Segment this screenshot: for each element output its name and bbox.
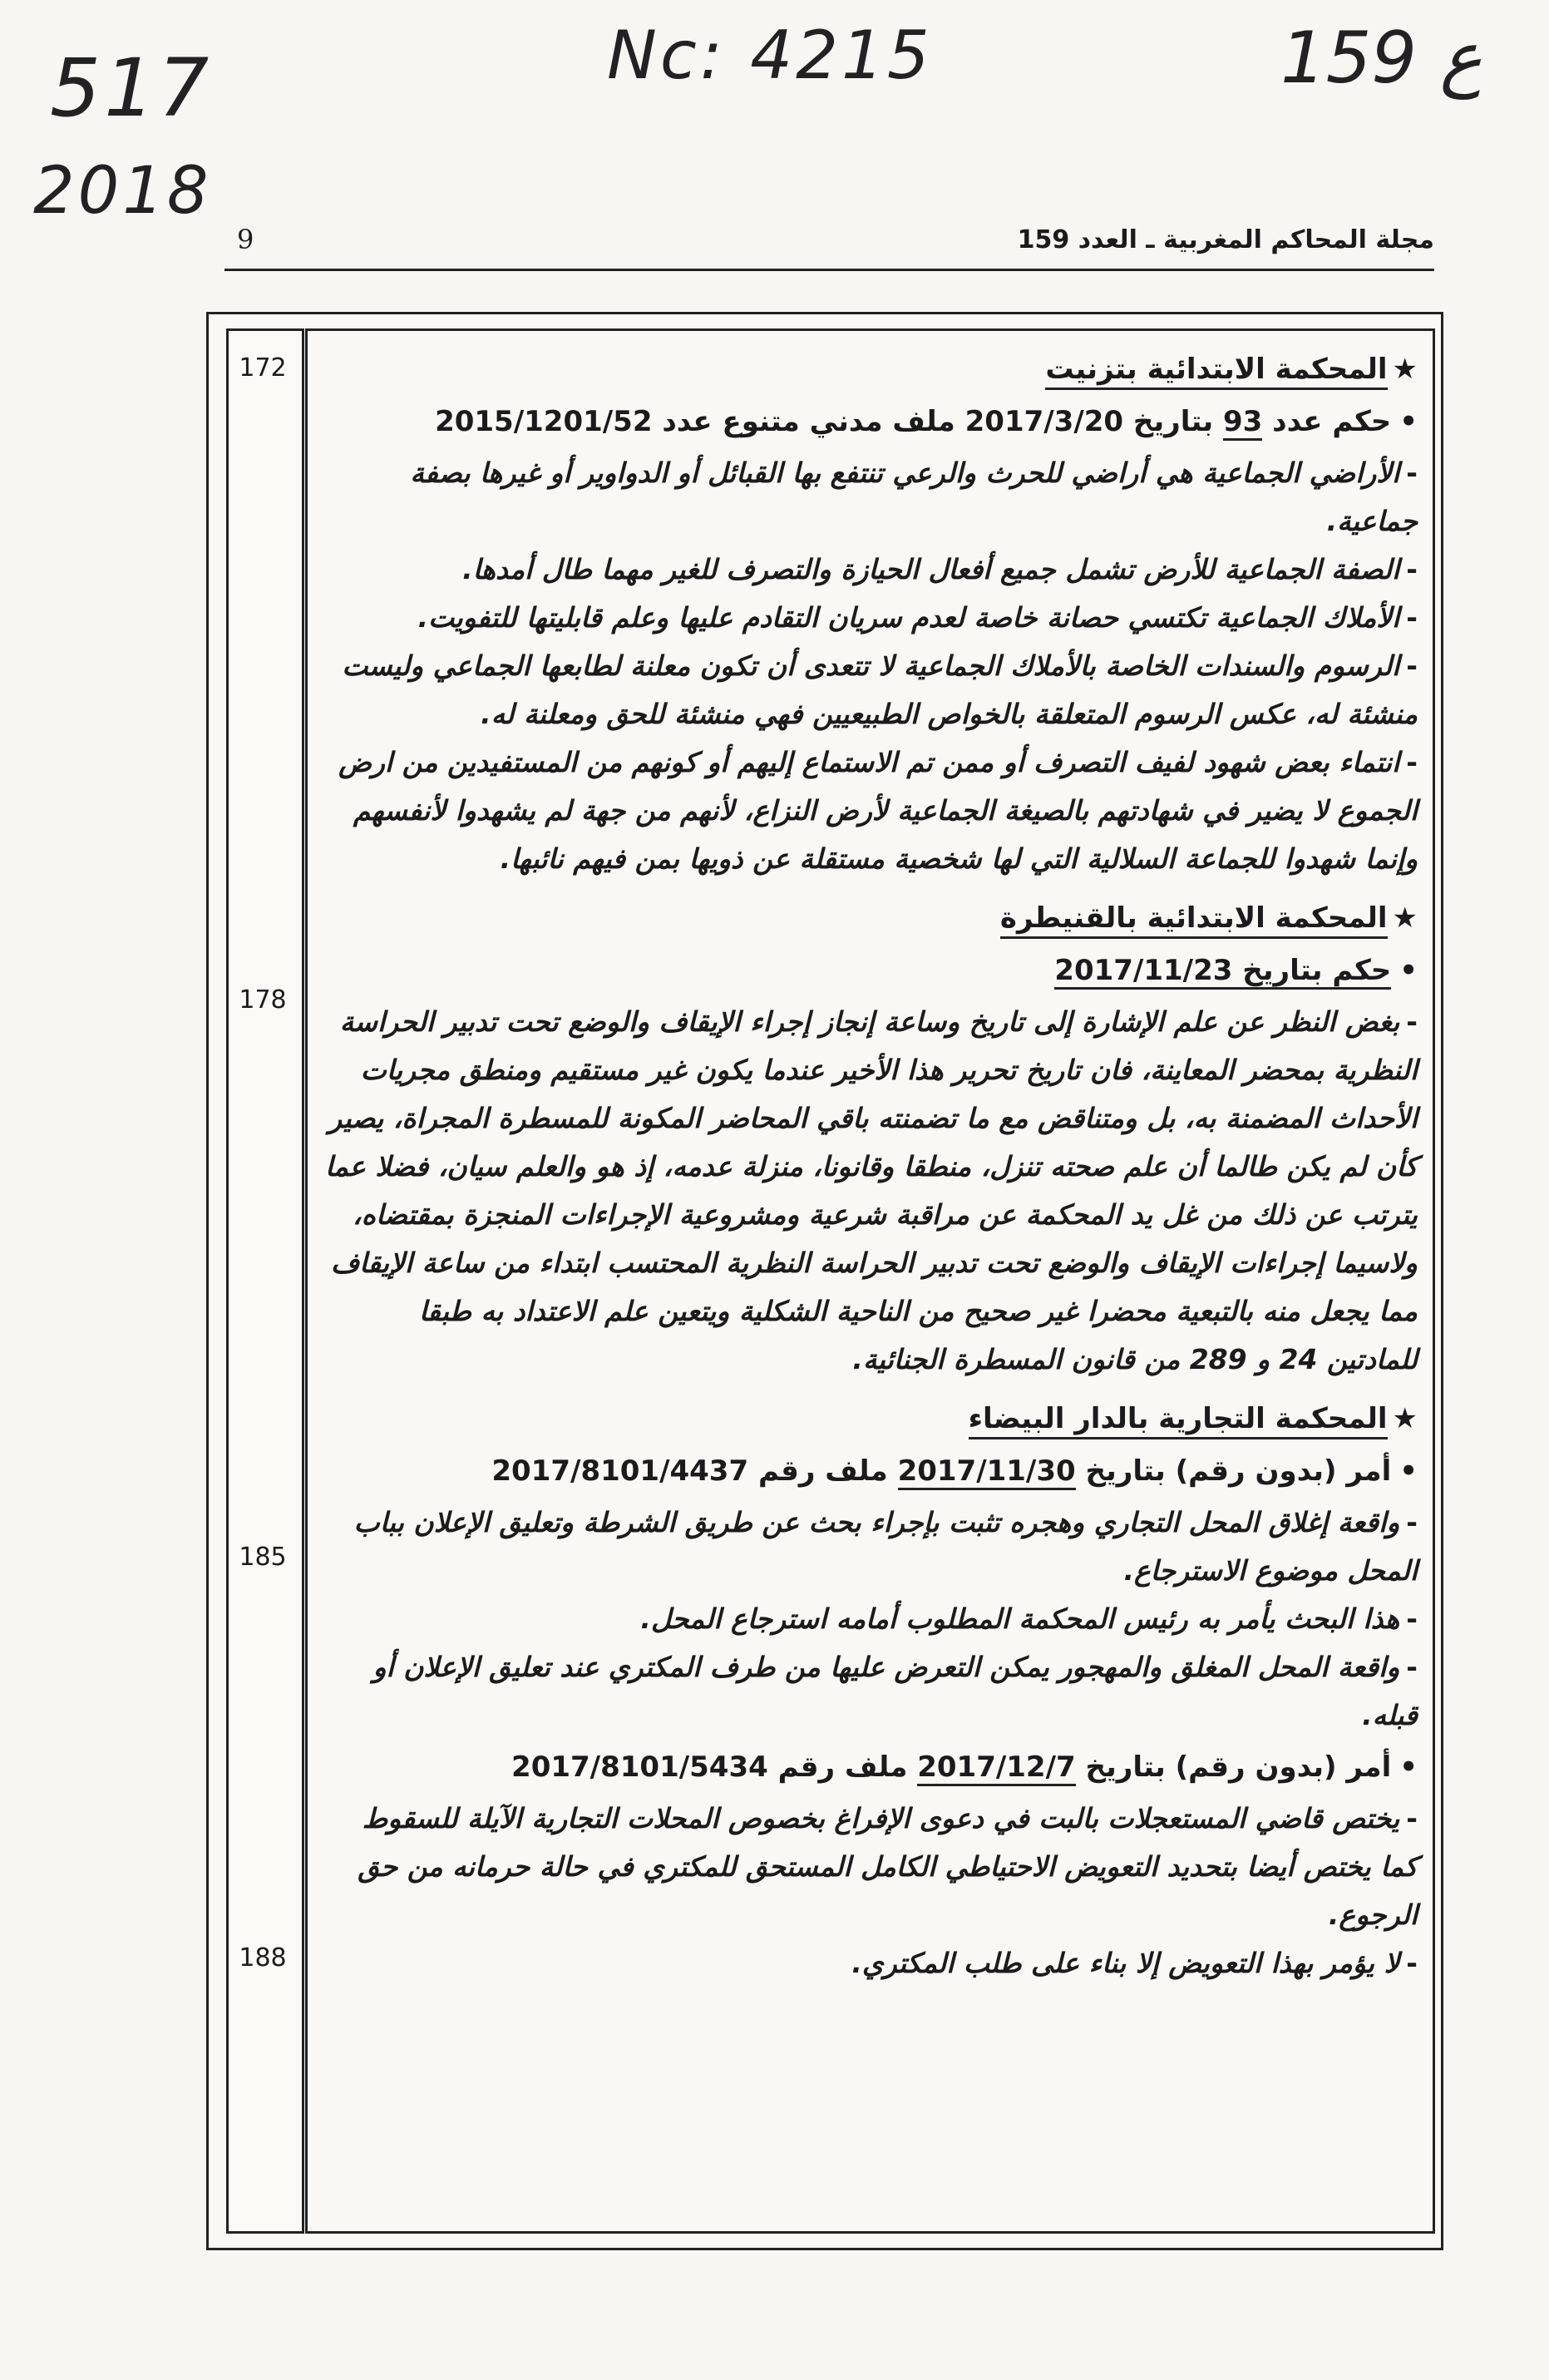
gutter-page-ref: 178 [239,985,287,1015]
journal-title: مجلة المحاكم المغربية ـ العدد 159 [1017,225,1434,254]
summary-point: -الأملاك الجماعية تكتسي حصانة خاصة لعدم سريان التقادم عليها وعلم قابليتها للتفويت. [417,601,1418,634]
star-icon: ★ [1392,1402,1418,1435]
summary-point: -بغض النظر عن علم الإشارة إلى تاريخ وساعة إنجاز إجراء الإيقاف والوضع تحت تدبير الحراسة النظرية بمحضر المعاينة، فان تاريخ تحرير هذا الأخير عندما يكون غير مستقيم ومنطق مجريات الأحداث المضمنة به، بل ومتناقض مع ما تضمنته باقي المحاضر المكونة للمسطرة المجراة، يصير كأن لم يكن طالما أن علم صحته تنزل، منطقا وقانونا، منزلة عدمه، إذ هو والعلم سيان، فضلا عما يترتب عن ذلك من غل يد المحكمة عن مراقبة شرعية ومشروعية الإجراءات المنجزة بمقتضاه، ولاسيما إجراءات الإيقاف والوضع تحت تدبير الحراسة النظرية المحتسب ابتداء من ساعة الإيقاف مما يجعل منه بالتبعية محضرا غير صحيح من الناحية الشكلية ويتعين علم الاعتداد به طبقا للمادتين 24 و 289 من قانون المسطرة الجنائية. [325,1005,1418,1375]
gutter-page-ref: 185 [239,1543,287,1572]
running-header [224,220,1434,271]
ruling-title: •حكم بتاريخ 2017/11/23 [320,943,1418,998]
ruling-title: •أمر (بدون رقم) بتاريخ 2017/12/7 ملف رقم 2017/8101/5434 [320,1740,1418,1795]
court-heading: ★المحكمة الابتدائية بالقنيطرة [320,893,1418,943]
summaries-content [320,341,1418,1987]
ruling-title: •حكم عدد 93 بتاريخ 2017/3/20 ملف مدني متنوع عدد 2015/1201/52 [320,394,1418,449]
handwritten-number: 517 [50,42,213,135]
bullet-dot-icon: • [1399,1454,1418,1488]
star-icon: ★ [1392,901,1418,935]
gutter-page-ref: 172 [239,353,287,383]
handwritten-year: 2018 [33,154,212,229]
gutter-page-ref: 188 [239,1943,287,1973]
bullet-dot-icon: • [1399,1750,1418,1784]
page-number: 9 [237,224,254,255]
summary-point: -الرسوم والسندات الخاصة بالأملاك الجماعية لا تتعدى أن تكون معلنة لطابعها الجماعي وليست منشئة له، عكس الرسوم المتعلقة بالخواص الطبيعيين فهي منشئة للحق ومعلنة له. [342,649,1418,730]
summary-point: -يختص قاضي المستعجلات بالبت في دعوى الإفراغ بخصوص المحلات التجارية الآيلة للسقوط كما يختص أيضا بتحديد التعويض الاحتياطي الكامل المستحق للمكتري في حالة حرمانه من حق الرجوع. [358,1802,1418,1931]
handwritten-reference: Nc: 4215 [607,17,933,94]
bullet-dot-icon: • [1399,405,1418,438]
handwritten-issue: 159 ع [1280,17,1482,100]
summary-point: -الصفة الجماعية للأرض تشمل جميع أفعال الحيازة والتصرف للغير مهما طال أمدها. [462,553,1418,585]
bullet-dot-icon: • [1399,954,1418,987]
summary-point: -واقعة إغلاق المحل التجاري وهجره تثبت بإجراء بحث عن طريق الشرطة وتعليق الإعلان بباب المحل موضوع الاسترجاع. [353,1506,1418,1587]
court-heading: ★المحكمة الابتدائية بتزنيت [320,344,1418,394]
ruling-title: •أمر (بدون رقم) بتاريخ 2017/11/30 ملف رقم 2017/8101/4437 [320,1444,1418,1499]
summary-point: -هذا البحث يأمر به رئيس المحكمة المطلوب أمامه استرجاع المحل. [640,1602,1418,1635]
court-heading: ★المحكمة التجارية بالدار البيضاء [320,1394,1418,1444]
summary-point: -الأراضي الجماعية هي أراضي للحرث والرعي تنتفع بها القبائل أو الدواوير أو غيرها بصفة جماعية. [410,457,1418,537]
star-icon: ★ [1392,353,1418,386]
summary-point: -انتماء بعض شهود لفيف التصرف أو ممن تم الاستماع إليهم أو كونهم من المستفيدين من ارض الجموع لا يضير في شهادتهم بالصيغة الجماعية لأرض النزاع، لأنهم من جهة لم يشهدوا لأنفسهم وإنما شهدوا للجماعة السلالية التي لها شخصية مستقلة عن ذويها بمن فيهم نائبها. [338,746,1418,875]
summary-point: -واقعة المحل المغلق والمهجور يمكن التعرض عليها من طرف المكتري عند تعليق الإعلان أو قبله. [372,1651,1418,1731]
summary-point: -لا يؤمر بهذا التعويض إلا بناء على طلب المكتري. [851,1947,1418,1979]
